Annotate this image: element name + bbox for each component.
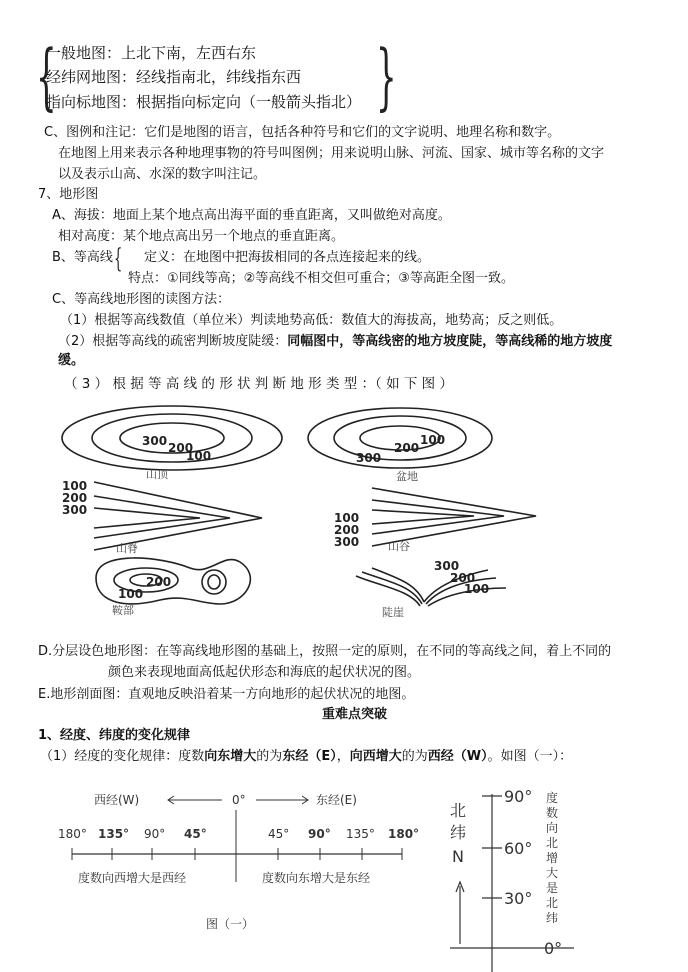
lat-tick-30: 30°	[504, 889, 533, 908]
valley-label-300: 300	[334, 535, 360, 549]
valley-contours	[372, 488, 536, 546]
lat-north-char-2: 纬	[450, 823, 467, 842]
lat-north-char-3: N	[452, 847, 464, 866]
lat-note-char-3: 向	[546, 821, 559, 835]
basin-label-100: 100	[420, 433, 446, 447]
west-tick-45: 45°	[184, 827, 207, 841]
longitude-rule-g: 的为	[401, 749, 428, 764]
map-direction-grid: 经纬网地图：经线指南北，纬线指东西	[46, 68, 302, 86]
east-longitude-label: 东经(E)	[316, 793, 357, 807]
basin-caption: 盆地	[396, 470, 418, 483]
west-longitude-label: 西经(W)	[94, 793, 140, 807]
legend-line-2: 在地图上用来表示各种地理事物的符号叫图例；用来说明山脉、河流、国家、城市等名称的文字	[58, 146, 605, 161]
basin-label-300: 300	[356, 451, 382, 465]
lat-note-char-9: 纬	[546, 911, 559, 925]
peak-label-300: 300	[142, 434, 168, 448]
map-direction-arrow: 指向标地图：根据指向标定向（一般箭头指北）	[46, 93, 362, 111]
saddle-label-100: 100	[118, 587, 144, 601]
west-tick-135: 135°	[98, 827, 130, 841]
peak-label-200: 200	[168, 441, 194, 455]
contour-figures	[0, 400, 688, 620]
map-direction-general: 一般地图：上北下南，左西右东	[46, 44, 257, 62]
peak-contours	[62, 406, 282, 470]
east-note: 度数向东增大是东经	[262, 871, 371, 885]
longitude-rule-e: ，	[336, 749, 350, 764]
layered-map-line-1: D.分层设色地形图：在等高线地形图的基础上，按照一定的原则，在不同的等高线之间，着上不同的	[38, 644, 612, 659]
lat-note-char-4: 北	[546, 836, 559, 850]
contour-reading-heading: C、等高线地形图的读图方法：	[52, 292, 231, 307]
saddle-label-200: 200	[146, 575, 172, 589]
lat-note-char-5: 增	[546, 851, 559, 865]
longitude-rule	[40, 748, 572, 766]
west-note: 度数向西增大是西经	[78, 871, 187, 885]
reading-rule-2	[58, 333, 612, 351]
longitude-rule-h: 西经（W）	[427, 749, 488, 764]
peak-label-100: 100	[186, 449, 212, 463]
lat-tick-60: 60°	[504, 839, 533, 858]
cliff-caption: 陡崖	[382, 606, 404, 619]
valley-label-200: 200	[334, 523, 360, 537]
longitude-rule-d: 东经（E）	[282, 749, 337, 764]
terrain-heading: 7、地形图	[38, 187, 99, 202]
left-brace: {	[36, 34, 57, 118]
east-tick-90: 90°	[308, 827, 331, 841]
cliff-label-300: 300	[434, 559, 460, 573]
key-points-heading-1: 1、经度、纬度的变化规律	[38, 728, 191, 743]
key-points-title: 重难点突破	[322, 707, 388, 722]
right-brace: }	[376, 34, 397, 118]
ridge-label-100: 100	[62, 479, 88, 493]
longitude-rule-i: 。如图（一）：	[487, 749, 573, 764]
east-tick-180: 180°	[388, 827, 420, 841]
valley-caption: 山谷	[388, 540, 410, 553]
lat-note-char-2: 数	[546, 806, 559, 820]
valley-label-100: 100	[334, 511, 360, 525]
basin-contours	[308, 408, 492, 468]
longitude-figure	[0, 780, 440, 950]
lat-note-char-1: 度	[546, 791, 559, 805]
west-tick-90: 90°	[144, 827, 166, 841]
ridge-label-200: 200	[62, 491, 88, 505]
relative-height: 相对高度：某个地点高出另一个地点的垂直距离。	[58, 229, 345, 244]
contour-brace: {	[114, 244, 123, 274]
saddle-caption: 鞍部	[112, 604, 134, 617]
lat-note-char-7: 是	[546, 881, 559, 895]
lat-north-char-1: 北	[450, 801, 467, 820]
cliff-label-100: 100	[464, 582, 490, 596]
profile-map-line: E.地形剖面图：直观地反映沿着某一方向地形的起伏状况的地图。	[38, 687, 415, 702]
legend-line-1: C、图例和注记：它们是地图的语言，包括各种符号和它们的文字说明、地理名称和数字。	[44, 125, 561, 140]
longitude-rule-a: （1）经度的变化规律：度数	[40, 749, 205, 764]
latitude-figure	[446, 776, 676, 972]
ridge-label-300: 300	[62, 503, 88, 517]
lat-note-char-6: 大	[546, 866, 559, 880]
lat-note-char-8: 北	[546, 896, 559, 910]
contour-label: B、等高线	[52, 250, 113, 265]
longitude-rule-b: 向东增大	[204, 749, 257, 764]
reading-rule-1: （1）根据等高线数值（单位米）判读地势高低：数值大的海拔高，地势高；反之则低。	[60, 313, 563, 328]
cliff-label-200: 200	[450, 571, 476, 585]
contour-definition: 定义：在地图中把海拔相同的各点连接起来的线。	[144, 250, 431, 265]
ridge-caption: 山脊	[116, 542, 138, 555]
ridge-contours	[94, 482, 262, 550]
contour-features: 特点：①同线等高；②等高线不相交但可重合；③等高距全图一致。	[128, 271, 514, 286]
figure-1-caption: 图（一）	[206, 917, 255, 931]
legend-line-3: 以及表示山高、水深的数字叫注记。	[58, 167, 267, 182]
basin-label-200: 200	[394, 441, 420, 455]
zero-meridian-label: 0°	[232, 793, 246, 807]
reading-rule-2-end: 缓。	[58, 353, 85, 368]
longitude-rule-c: 的为	[256, 749, 283, 764]
lat-tick-0: 0°	[544, 939, 563, 958]
reading-rule-3: （ 3 ） 根 据 等 高 线 的 形 状 判 断 地 形 类 型 ：（ 如 下 图 ）	[64, 376, 453, 392]
altitude-definition: A、海拔：地面上某个地点高出海平面的垂直距离，又叫做绝对高度。	[52, 208, 451, 223]
lat-tick-90: 90°	[504, 787, 533, 806]
reading-rule-2-bold: 同幅图中，等高线密的地方坡度陡，等高线稀的地方坡度	[287, 334, 613, 349]
reading-rule-2-prefix: （2）根据等高线的疏密判断坡度陡缓：	[58, 334, 288, 349]
east-tick-45: 45°	[268, 827, 290, 841]
layered-map-line-2: 颜色来表现地面高低起伏形态和海底的起伏状况的图。	[108, 665, 421, 680]
east-tick-135: 135°	[346, 827, 375, 841]
west-tick-180: 180°	[58, 827, 87, 841]
longitude-rule-f: 向西增大	[349, 749, 402, 764]
peak-caption: 山顶	[146, 468, 168, 481]
